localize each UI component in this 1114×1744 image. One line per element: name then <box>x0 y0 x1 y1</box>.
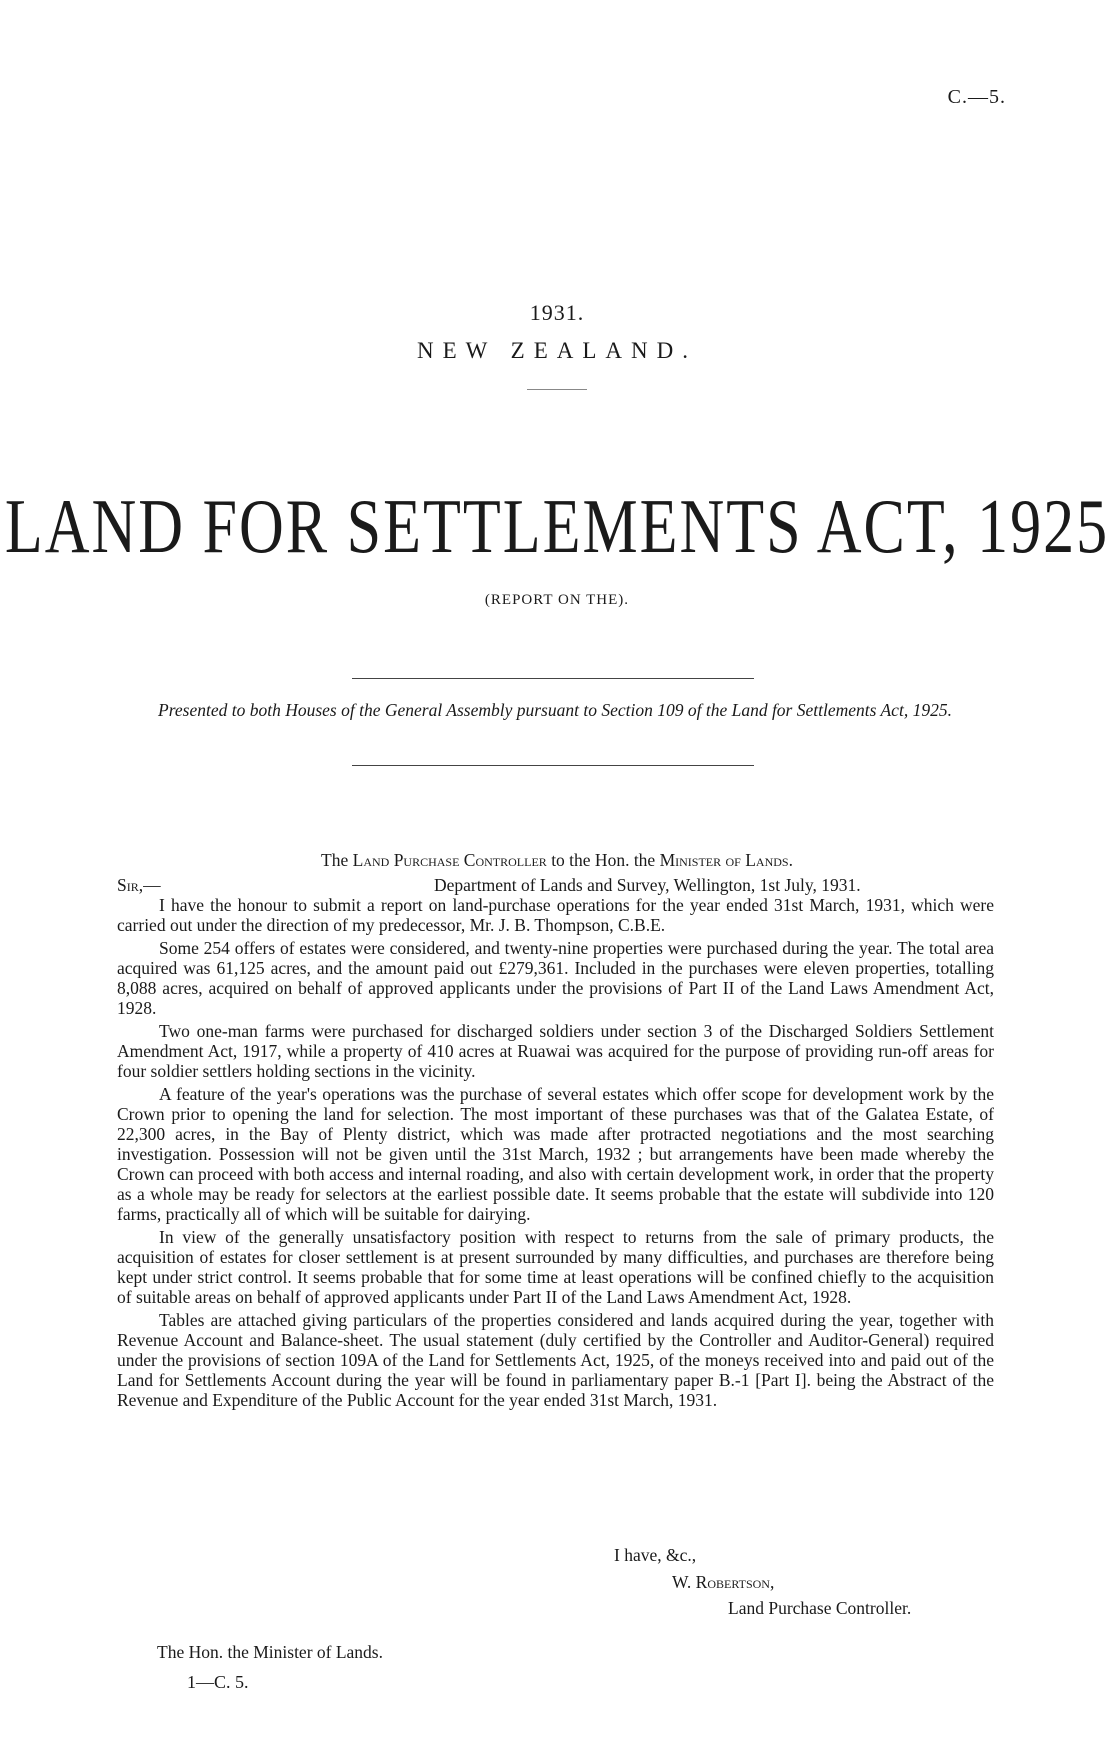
heading-to: Minister of Lands <box>659 850 789 870</box>
paper-reference: C.—5. <box>947 86 1006 108</box>
paragraph: In view of the generally unsatisfactory position with respect to returns from the sale of primary products, the acquisition of estates for closer settlement is at present surrounded by many difficulties, and purchases are therefore being kept under strict control. It seems probable that for some time at least operations will be confined chiefly to the acquisition of suitable areas on behalf of approved applicants under Part II of the Land Laws Amendment Act, 1928. <box>117 1227 994 1307</box>
country: NEW ZEALAND. <box>416 338 698 363</box>
divider-rule <box>352 678 754 679</box>
heading-to-prefix: to the Hon. the <box>551 850 656 870</box>
letter-heading <box>0 850 1114 871</box>
addressee: The Hon. the Minister of Lands. <box>157 1642 383 1662</box>
document-subtitle: (REPORT ON THE). <box>484 592 630 608</box>
closing-line: I have, &c., <box>614 1545 697 1565</box>
document-title: LAND FOR SETTLEMENTS ACT, 1925 <box>4 484 1110 570</box>
paragraph: I have the honour to submit a report on land-purchase operations for the year ended 31st March, 1931, which were carried out under the direction of my predecessor, Mr. J. B. Thompson, C.B.E. <box>117 895 994 935</box>
signatory-name: W. Robertson, <box>672 1572 775 1592</box>
heading-the: The <box>321 850 349 870</box>
heading-from: Land Purchase Controller <box>352 850 547 870</box>
paragraph: Two one-man farms were purchased for discharged soldiers under section 3 of the Discharged Soldiers Settlement Amendment Act, 1917, while a property of 410 acres at Ruawai was acquired for the purpose of providing run-off areas for four soldier settlers holding sections in the vicinity. <box>117 1021 994 1081</box>
salutation: Sir,— <box>117 875 161 895</box>
paragraph: Tables are attached giving particulars of the properties considered and lands acquired during the year, together with Revenue Account and Balance-sheet. The usual statement (duly certified by the Controller and Auditor-General) required under the provisions of section 109A of the Land for Settlements Act, 1925, of the moneys received into and paid out of the Land for Settlements Account during the year will be found in parliamentary paper B.-1 [Part I]. being the Abstract of the Revenue and Expenditure of the Public Account for the year ended 31st March, 1931. <box>117 1310 994 1410</box>
paragraph: A feature of the year's operations was the purchase of several estates which offer scope for development work by the Crown prior to opening the land for selection. The most important of these purchases was that of the Galatea Estate, of 22,300 acres, in the Bay of Plenty district, which was made after protracted negotiations and the most searching investigation. Possession will not be given until the 31st March, 1932 ; but arrangements have been made whereby the Crown can proceed with both access and internal roading, and also with certain development work, in order that the property as a whole may be ready for selectors at the earliest possible date. It seems probable that the estate will subdivide into 120 farms, practically all of which will be suitable for dairying. <box>117 1084 994 1224</box>
signatory-role: Land Purchase Controller. <box>728 1598 912 1618</box>
letter-body <box>117 895 994 1413</box>
divider-rule <box>527 389 587 390</box>
sheet-reference: 1—C. 5. <box>187 1672 249 1692</box>
year: 1931. <box>529 300 585 325</box>
heading-end: . <box>788 850 793 870</box>
presentation-note: Presented to both Houses of the General Assembly pursuant to Section 109 of the Land for Settlements Act, 1925. <box>158 700 952 720</box>
divider-rule <box>352 765 754 766</box>
paragraph: Some 254 offers of estates were considered, and twenty-nine properties were purchased during the year. The total area acquired was 61,125 acres, and the amount paid out £279,361. Included in the purchases were eleven properties, totalling 8,088 acres, acquired on behalf of approved applicants under the provisions of Part II of the Land Laws Amendment Act, 1928. <box>117 938 994 1018</box>
dateline: Department of Lands and Survey, Wellington, 1st July, 1931. <box>434 875 861 895</box>
